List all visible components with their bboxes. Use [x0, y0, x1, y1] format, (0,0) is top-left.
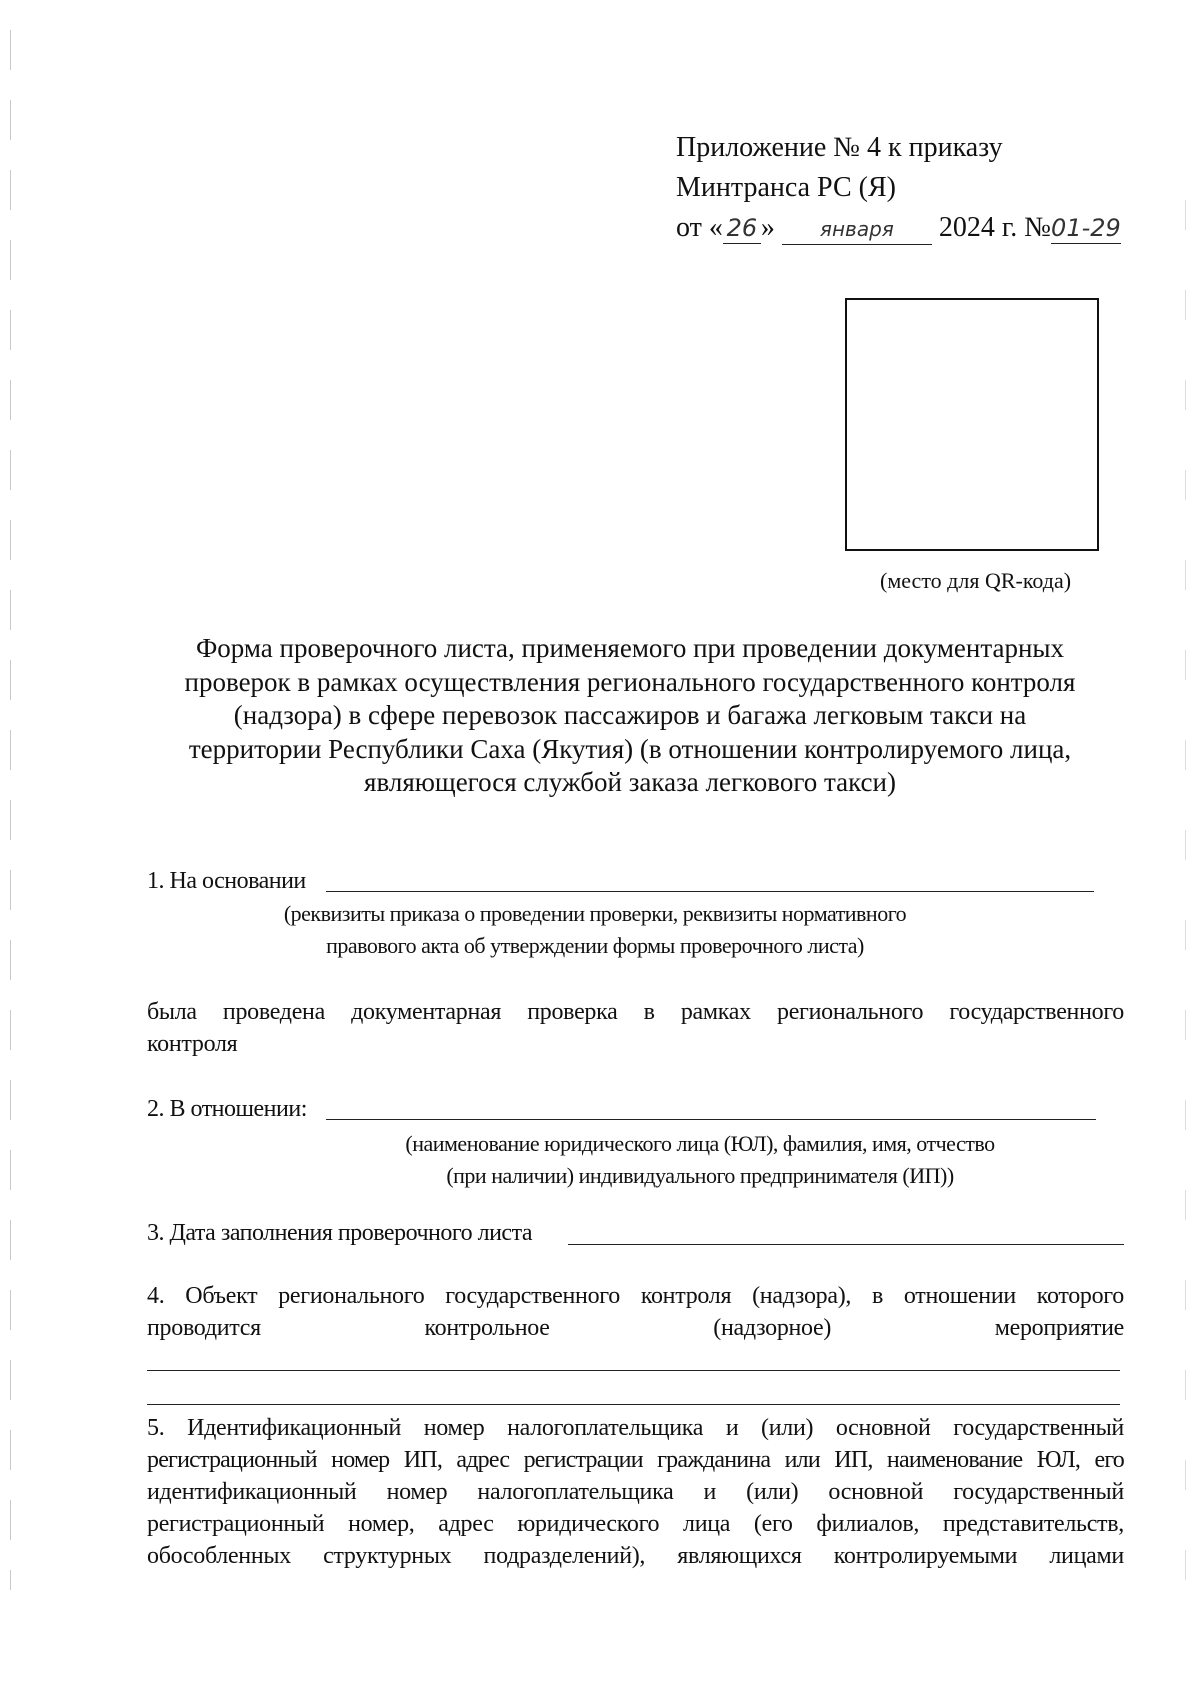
section-1-label: 1. На основании — [147, 868, 306, 894]
word: проводится — [147, 1315, 261, 1341]
section-2-label: 2. В отношении: — [147, 1096, 307, 1122]
word: проведена — [222, 999, 325, 1025]
word: проверка — [527, 999, 618, 1025]
word: (надзорное) — [713, 1315, 832, 1341]
title-line: территории Республики Саха (Якутия) (в отношении контролируемого лица, — [188, 733, 1072, 764]
paragraph-line — [147, 1312, 1124, 1344]
word: налогоплательщика — [507, 1415, 704, 1441]
word: Идентификационный — [187, 1415, 402, 1441]
word: номер, — [348, 1511, 415, 1537]
paragraph-line — [147, 1508, 1124, 1540]
word: документарная — [351, 999, 502, 1025]
paragraph-line — [147, 1280, 1124, 1312]
form-title — [150, 632, 1110, 800]
word: государственного — [949, 999, 1124, 1025]
word: регистрационный — [147, 1511, 325, 1537]
word: государственный — [953, 1415, 1124, 1441]
handwritten-order-number: 01-29 — [1051, 214, 1121, 242]
word: в — [871, 1283, 884, 1309]
appendix-line-1: Приложение № 4 к приказу — [676, 132, 1003, 163]
word: регионального — [278, 1283, 425, 1309]
word: номер — [386, 1479, 448, 1505]
appendix-line-2: Минтранса РС (Я) — [676, 172, 896, 203]
word: номер — [423, 1415, 485, 1441]
paragraph-line: регистрационный номер ИП, адрес регистрации гражданина или ИП, наименование ЮЛ, его — [147, 1447, 1124, 1473]
word: была — [147, 999, 197, 1025]
section-3-label: 3. Дата заполнения проверочного листа — [147, 1220, 533, 1246]
word: Объект — [185, 1283, 258, 1309]
word: обособленных — [147, 1543, 291, 1569]
word: адрес — [438, 1511, 494, 1537]
word: основной — [835, 1415, 931, 1441]
word: и — [703, 1479, 717, 1505]
section-1-hint-line-1: (реквизиты приказа о проведении проверки, реквизиты нормативного — [283, 901, 907, 926]
word: лицами — [1049, 1543, 1124, 1569]
section-2-hint-line-2: (при наличии) индивидуального предпринимателя (ИП)) — [446, 1163, 954, 1188]
word: подразделений), — [483, 1543, 646, 1569]
word: (или) — [746, 1479, 799, 1505]
section-1-fill-line[interactable] — [326, 891, 1094, 892]
section-5-text — [147, 1412, 1124, 1572]
section-1-paragraph — [147, 996, 1124, 1060]
word: 4. — [147, 1283, 165, 1309]
title-line: являющегося службой заказа легкового такси) — [364, 767, 896, 797]
word: в — [643, 999, 655, 1025]
word: контролируемыми — [833, 1543, 1018, 1569]
date-close-quote: » — [760, 212, 775, 243]
section-2-fill-line[interactable] — [326, 1119, 1096, 1120]
appendix-header — [676, 128, 1121, 248]
paragraph-line — [147, 996, 1124, 1028]
word: государственный — [953, 1479, 1124, 1505]
paragraph-line: контроля — [147, 1031, 238, 1057]
section-1-hint — [170, 898, 1020, 962]
word: рамках — [680, 999, 751, 1025]
qr-caption: (место для QR-кода) — [880, 568, 1072, 593]
section-1-hint-line-2: правового акта об утверждении формы проверочного листа) — [326, 933, 864, 958]
word: идентификационный — [147, 1479, 357, 1505]
word: основной — [828, 1479, 924, 1505]
word: (его — [753, 1511, 793, 1537]
qr-code-placeholder — [845, 298, 1099, 551]
section-3-fill-line[interactable] — [568, 1244, 1124, 1245]
scan-edge-artifact — [10, 30, 11, 1590]
word: и — [725, 1415, 739, 1441]
section-2-hint — [320, 1128, 1080, 1192]
year-and-number-label: 2024 г. № — [938, 212, 1051, 243]
section-4-text — [147, 1280, 1124, 1344]
scan-edge-artifact — [1185, 200, 1186, 1600]
paragraph-line — [147, 1412, 1124, 1444]
section-4-fill-line-1[interactable] — [147, 1370, 1120, 1371]
section-4-fill-line-2[interactable] — [147, 1404, 1120, 1405]
word: представительств, — [942, 1511, 1124, 1537]
word: налогоплательщика — [477, 1479, 674, 1505]
word: регионального — [777, 999, 924, 1025]
title-line: (надзора) в сфере перевозок пассажиров и багажа легковым такси на — [233, 700, 1027, 730]
word: мероприятие — [994, 1315, 1124, 1341]
paragraph-line — [147, 1476, 1124, 1508]
word: (надзора), — [752, 1283, 852, 1309]
handwritten-day: 26 — [723, 213, 761, 244]
appendix-date-line — [676, 208, 1121, 248]
word: отношении — [903, 1283, 1016, 1309]
word: структурных — [323, 1543, 452, 1569]
word: филиалов, — [816, 1511, 920, 1537]
word: лица — [683, 1511, 731, 1537]
date-prefix: от « — [676, 212, 723, 243]
word: контроля — [640, 1283, 732, 1309]
word: (или) — [761, 1415, 814, 1441]
word: контрольное — [424, 1315, 550, 1341]
word: юридического — [517, 1511, 660, 1537]
word: являющихся — [677, 1543, 802, 1569]
word: государственного — [445, 1283, 620, 1309]
paragraph-line — [147, 1540, 1124, 1572]
title-line: проверок в рамках осуществления регионального государственного контроля — [184, 666, 1076, 697]
word: которого — [1036, 1283, 1124, 1309]
handwritten-month: января — [782, 214, 932, 245]
section-2-hint-line-1: (наименование юридического лица (ЮЛ), фамилия, имя, отчество — [405, 1131, 995, 1156]
word: 5. — [147, 1415, 165, 1441]
title-line: Форма проверочного листа, применяемого при проведении документарных — [195, 633, 1065, 663]
